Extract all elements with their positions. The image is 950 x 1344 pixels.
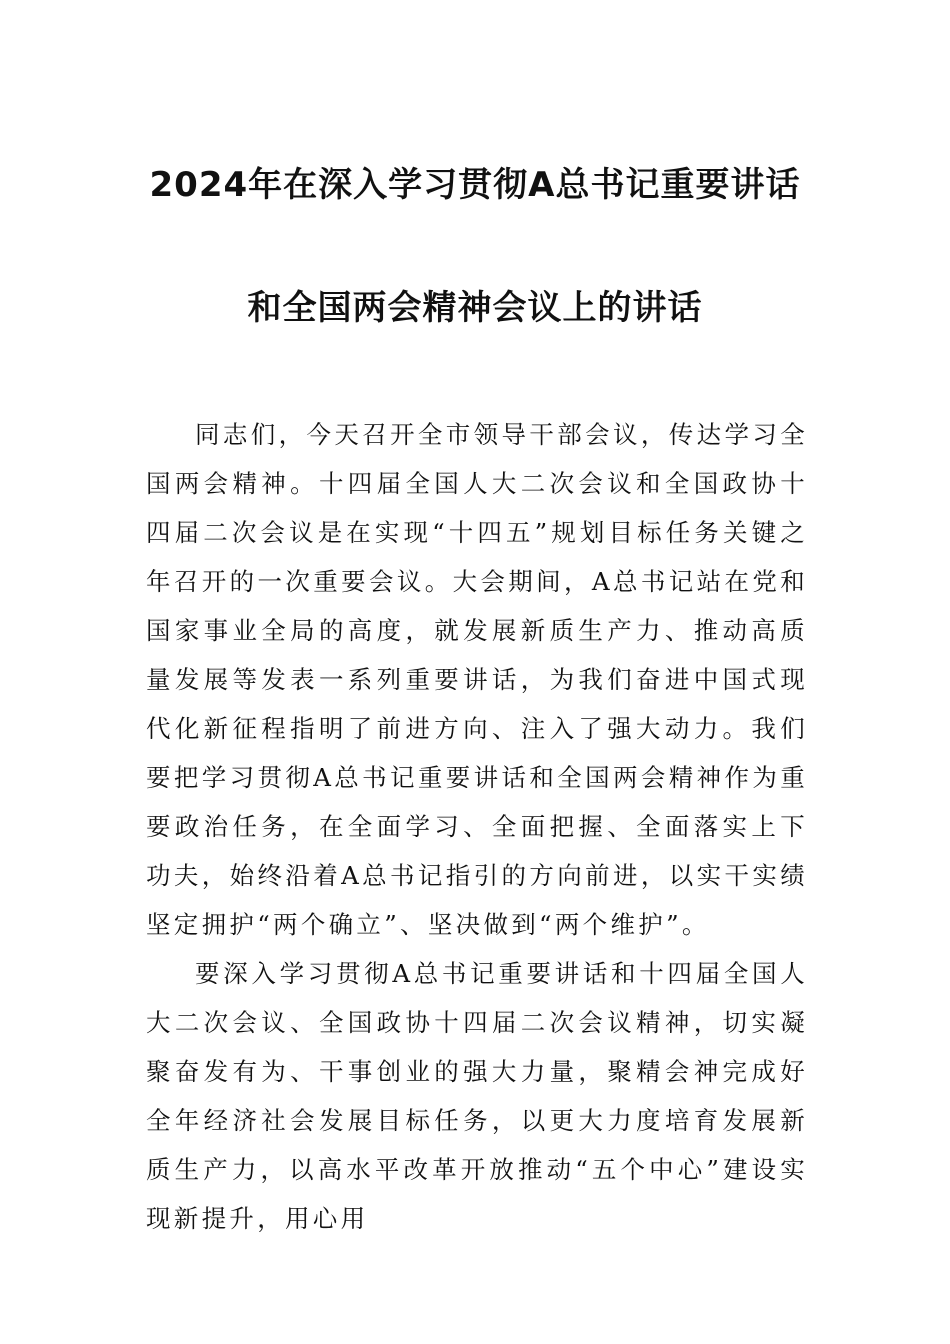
document-title-line-1: 2024年在深入学习贯彻A总书记重要讲话 — [149, 165, 801, 205]
document-title-line-2: 和全国两会精神会议上的讲话 — [247, 288, 703, 328]
body-paragraph-1: 同志们，今天召开全市领导干部会议，传达学习全国两会精神。十四届全国人大二次会议和全国政协十四届二次会议是在实现“十四五”规划目标任务关键之年召开的一次重要会议。大会期间，A总书记站在党和国家事业全局的高度，就发展新质生产力、推动高质量发展等发表一系列重要讲话，为我们奋进中国式现代化新征程指明了前进方向、注入了强大动力。我们要把学习贯彻A总书记重要讲话和全国两会精神作为重要政治任务，在全面学习、全面把握、全面落实上下功夫，始终沿着A总书记指引的方向前进，以实干实绩坚定拥护“两个确立”、坚决做到“两个维护”。 — [146, 420, 808, 939]
body-paragraph-2: 要深入学习贯彻A总书记重要讲话和十四届全国人大二次会议、全国政协十四届二次会议精神，切实凝聚奋发有为、干事创业的强大力量，聚精会神完成好全年经济社会发展目标任务，以更大力度培育发展新质生产力，以高水平改革开放推动“五个中心”建设实现新提升，用心用 — [146, 959, 808, 1233]
document-body — [146, 410, 808, 1243]
